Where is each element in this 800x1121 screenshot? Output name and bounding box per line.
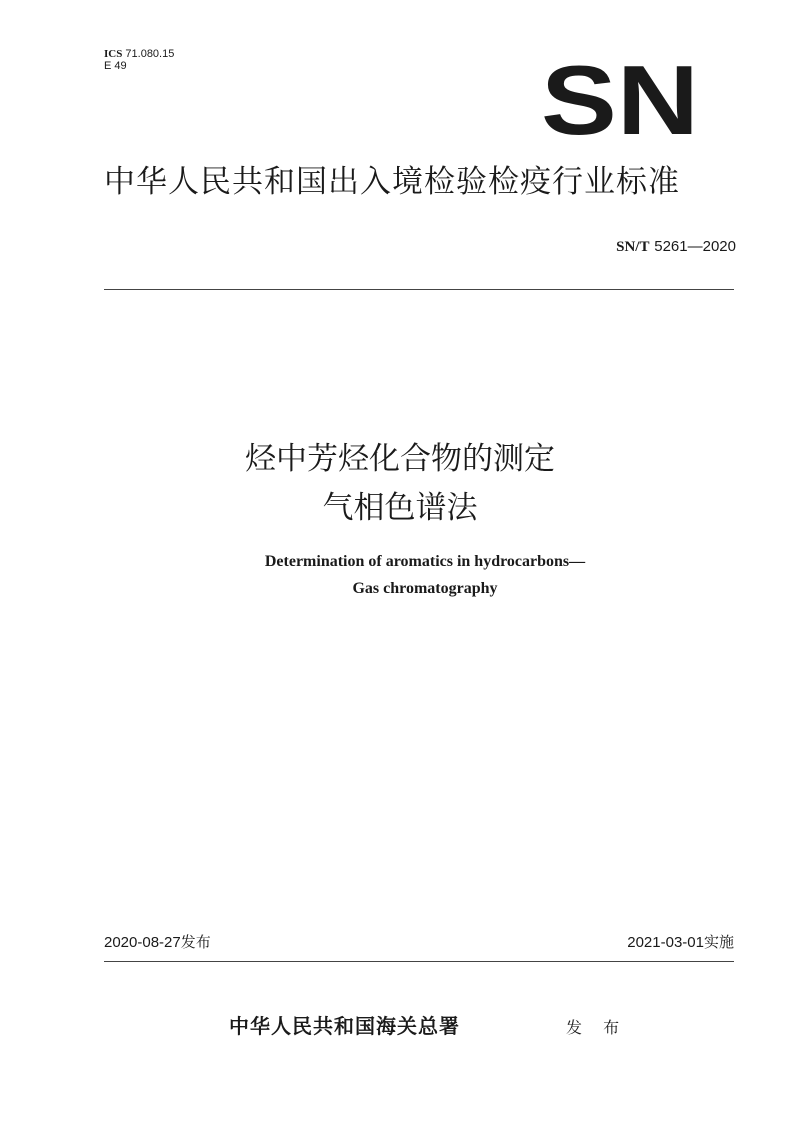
publish-date-value: 2020-08-27 xyxy=(104,934,181,951)
standard-number xyxy=(616,236,736,257)
sn-logo-text: SN xyxy=(541,58,699,136)
standard-number-value: 5261—2020 xyxy=(654,238,736,255)
implement-date-value: 2021-03-01 xyxy=(627,934,704,951)
standard-category: 中华人民共和国出入境检验检疫行业标准 xyxy=(104,164,680,200)
sn-logo xyxy=(540,58,700,136)
ics-value: 71.080.15 xyxy=(125,48,175,60)
title-zh-line2: 气相色谱法 xyxy=(322,490,478,526)
title-en-line2: Gas chromatography xyxy=(352,580,498,597)
top-divider xyxy=(104,289,734,290)
implement-date xyxy=(627,931,734,954)
ics-label: ICS xyxy=(104,48,123,60)
issuer-name: 中华人民共和国海关总署 xyxy=(229,1014,460,1038)
standard-number-prefix: SN/T xyxy=(616,239,650,255)
publish-date xyxy=(104,931,211,954)
title-en-line1: Determination of aromatics in hydrocarbons— xyxy=(264,553,586,570)
ccs-code: E 49 xyxy=(104,60,127,72)
issue-verb: 发 布 xyxy=(566,1018,628,1037)
bottom-divider xyxy=(104,961,734,962)
title-zh-line1: 烃中芳烃化合物的测定 xyxy=(245,441,555,477)
implement-label: 实施 xyxy=(703,933,734,951)
publish-label: 发布 xyxy=(180,933,211,951)
